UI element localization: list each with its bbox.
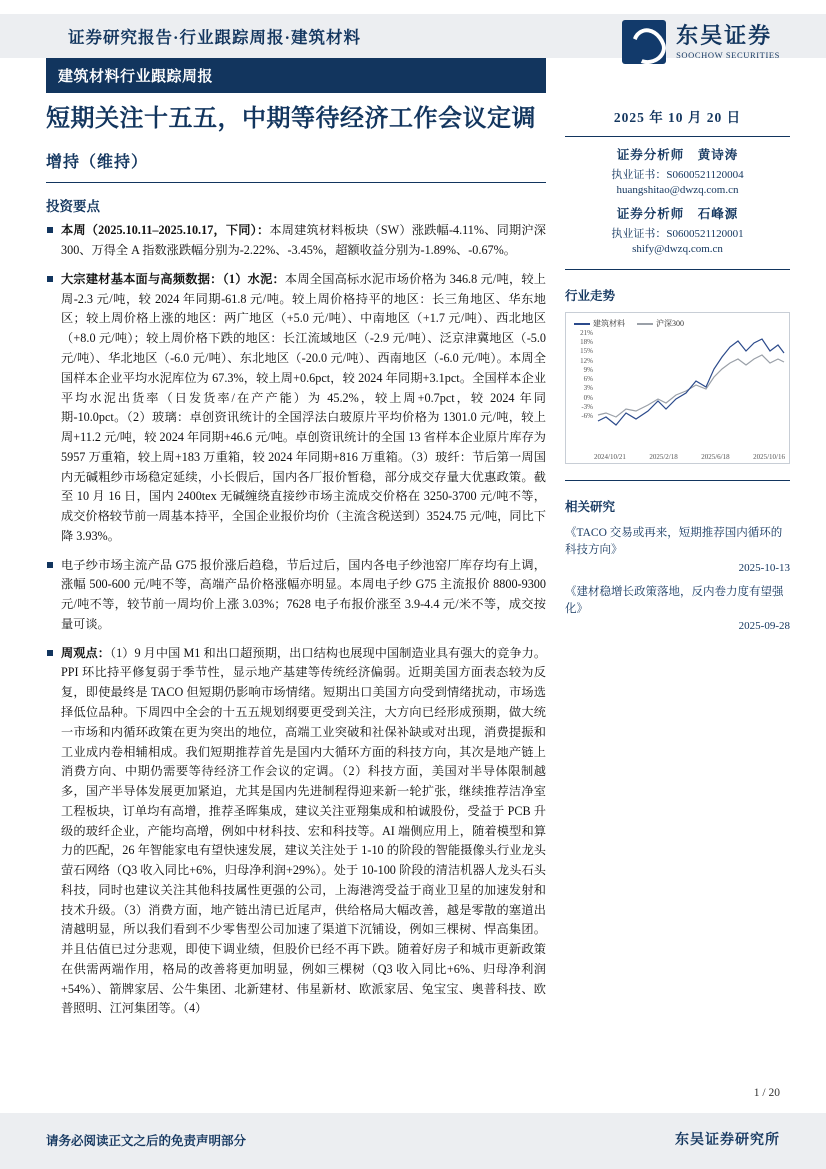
sidebar — [565, 70, 790, 632]
analyst-name: 证券分析师 石峰源 — [616, 207, 739, 221]
analyst-email[interactable]: shify@dwzq.com.cn — [632, 243, 723, 255]
related-research-item[interactable] — [565, 525, 790, 574]
report-band-title: 建筑材料行业跟踪周报 — [46, 58, 546, 93]
divider — [565, 269, 790, 270]
chart-plot — [596, 329, 786, 449]
analyst-email[interactable]: huangshitao@dwzq.com.cn — [616, 184, 739, 196]
point-text: 本周全国高标水泥市场价格为 346.8 元/吨，较上周-2.3 元/吨，较 2024 年同期-61.8 元/吨。较上周价格持平的地区：长三角地区、华东地区；较上周价格上涨的地区：两广地区（+5.0 元/吨）、中南地区（+1.7 元/吨）、西北地区（+8.0 元/吨）；较上周价格下跌的地区：长江流域地区（-2.9 元/吨）、泛京津冀地区（-5.0 元/吨）、华北地区（-6.0 元/吨）、东北地区（-20.0 元/吨）、西南地区（-6.0 元/吨）。本周全国样本企业平均水泥库位为 67.3%，较上周+0.6pct，较 2024 年同期+3.1pct。全国样本企业平均水泥出货率（日发货率/在产产能）为 45.2%，较上周+0.7pct，较 2024 年同期-10.0pct。（2）玻璃：卓创资讯统计的全国浮法白玻原片平均价格为 1301.0 元/吨，较上周+11.2 元/吨，较 2024 年同期+46.6 元/吨。卓创资讯统计的全国 13 省样本企业原片库存为 5957 万重箱，较上周+183 万重箱，较 2024 年同期+816 万重箱。（3）玻纤：节后第一周国内无碱粗纱市场稳定延续，小长假后，国内各厂报价暂稳，部分成交存量大优惠政策。截至 10 月 16 日，国内 2400tex 无碱缠绕直接纱市场主流成交价格在 3250-3700 元/吨不等，成交价格较节前一周基本持平，全国企业报价均价（主流含税送到）3524.75 元/吨，同比下降 3.93%。 — [61, 271, 546, 543]
report-date: 2025 年 10 月 20 日 — [613, 110, 742, 125]
footer-disclaimer: 请务必阅读正文之后的免责声明部分 — [46, 1134, 247, 1148]
page-title: 短期关注十五五，中期等待经济工作会议定调 — [46, 106, 536, 132]
related-research-heading: 相关研究 — [565, 500, 616, 514]
logo-icon — [622, 20, 666, 64]
list-item — [46, 270, 546, 547]
point-lead: 周观点： — [61, 645, 110, 660]
list-item — [46, 556, 546, 635]
rating-badge: 增持（维持） — [46, 154, 149, 172]
related-research-item[interactable] — [565, 584, 790, 633]
legend-item-csi300: 沪深300 — [637, 318, 684, 329]
point-text: （1）9 月中国 M1 和出口超预期，出口结构也展现中国制造业具有强大的竞争力。PPI 环比持平修复弱于季节性，显示地产基建等传统经济偏弱。近期美国方面表态较为反复，即使最终是 TACO 但短期仍影响市场情绪。短期出口美国方向受到情绪扰动，市场选择低位品种。下周四中全会的十五五规划纲要更受到关注，大方向已经形成预期，做大统一市场和内循环政策在更为突出的地位，高端工业突破和社保补缺或对出现，消费提振和工业成内卷相辅相成。我们短期推荐首先是国内大循环方面的科技方向，其次是地产链上消费方向、中期仍需要等待经济工作会议的定调。（2）科技方面，美国对半导体限制越多，国产半导体发展更加紧迫，尤其是国内先进制程得迎来新一轮扩张，继续推荐洁净室工程板块，订单均有高增，推荐圣晖集成，建议关注亚翔集成和柏诚股份，受益于 PCB 升级的玻纤企业，产能均高增，例如中材科技、宏和科技等。AI 端侧应用上，随着模型和算力的匹配，26 年智能家电有望快速发展，建议关注处于 1-10 的阶段的智能摄像头行业龙头萤石网络（Q3 收入同比+6%，归母净利润+29%）。处于 10-100 阶段的清洁机器人龙头石头科技，同时也建议关注其他科技属性更强的公司，上海港湾受益于商业卫星的加速发射和技术升级。（3）消费方面，地产链出清已近尾声，供给格局大幅改善，越是零散的塞道出清越明显，所以我们看到不少零售型公司加速了渠道下沉铺设，例如三棵树、悍高集团。并且估值已过分悲观，即使下调业绩，但股价已经不再下跌。随着好房子和城市更新政策在供需两端作用，格局的改善将更加明显，例如三棵树（Q3 收入同比+6%、归母净利润+54%）、箭牌家居、公牛集团、北新建材、伟星新材、欧派家居、兔宝宝、奥普科技、欧普照明、江河集团等。（4） — [61, 645, 547, 1016]
brand-logo — [622, 20, 780, 64]
analyst-license: 执业证书：S0600521120004 — [611, 169, 744, 181]
industry-trend-chart — [565, 312, 790, 464]
point-text: 电子纱市场主流产品 G75 报价涨后趋稳，节后过后，国内各电子纱池窑厂库存均有上调，涨幅 500-600 元/吨不等，高端产品价格涨幅亦明显。本周电子纱 G75 主流报价 8800-9300 元/吨不等，较节前一周均价上涨 3.03%；7628 电子布报价涨至 3.9-4.4 元/米不等，成交按量可谈。 — [61, 557, 546, 631]
list-item — [46, 221, 546, 261]
footer-institute: 东吴证券研究所 — [675, 1133, 780, 1148]
breadcrumb: 证券研究报告·行业跟踪周报·建筑材料 — [68, 28, 362, 47]
chart-y-axis: 21% 18% 15% 12% 9% 6% 3% 0% -3% -6% — [580, 329, 593, 421]
point-lead: 本周（2025.10.11–2025.10.17，下同）： — [61, 223, 270, 238]
chart-legend — [574, 318, 684, 329]
point-lead: 大宗建材基本面与高频数据：（1）水泥： — [61, 271, 285, 286]
main-content — [46, 58, 546, 1028]
page-number: 1 / 20 — [753, 1087, 780, 1099]
research-title: 《建材稳增长政策落地，反内卷力度有望强化》 — [565, 585, 784, 615]
analyst-name: 证券分析师 黄诗涛 — [616, 148, 739, 162]
research-date: 2025-10-13 — [738, 561, 790, 574]
divider — [46, 182, 546, 183]
point-text: 本周建筑材料板块（SW）涨跌幅-4.11%、同期沪深 300、万得全 A 指数涨跌幅分别为-2.22%、-3.45%，超额收益分别为-1.89%、-0.67%。 — [61, 223, 546, 258]
analyst-block — [565, 204, 790, 255]
legend-item-building-materials: 建筑材料 — [574, 318, 625, 329]
logo-name-en: SOOCHOW SECURITIES — [676, 49, 780, 60]
divider — [565, 480, 790, 481]
section-heading: 投资要点 — [46, 199, 100, 215]
divider — [565, 136, 790, 137]
analyst-license: 执业证书：S0600521120001 — [611, 228, 744, 240]
analyst-block — [565, 145, 790, 196]
research-title: 《TACO 交易或再来，短期推荐国内循环的科技方向》 — [565, 527, 783, 557]
investment-points-list — [46, 221, 546, 1019]
logo-name-cn: 东吴证券 — [676, 23, 773, 49]
list-item — [46, 644, 546, 1020]
research-date: 2025-09-28 — [738, 620, 790, 632]
industry-trend-heading: 行业走势 — [565, 289, 616, 303]
chart-x-axis: 2024/10/21 2025/2/18 2025/6/18 2025/10/16 — [594, 453, 785, 461]
